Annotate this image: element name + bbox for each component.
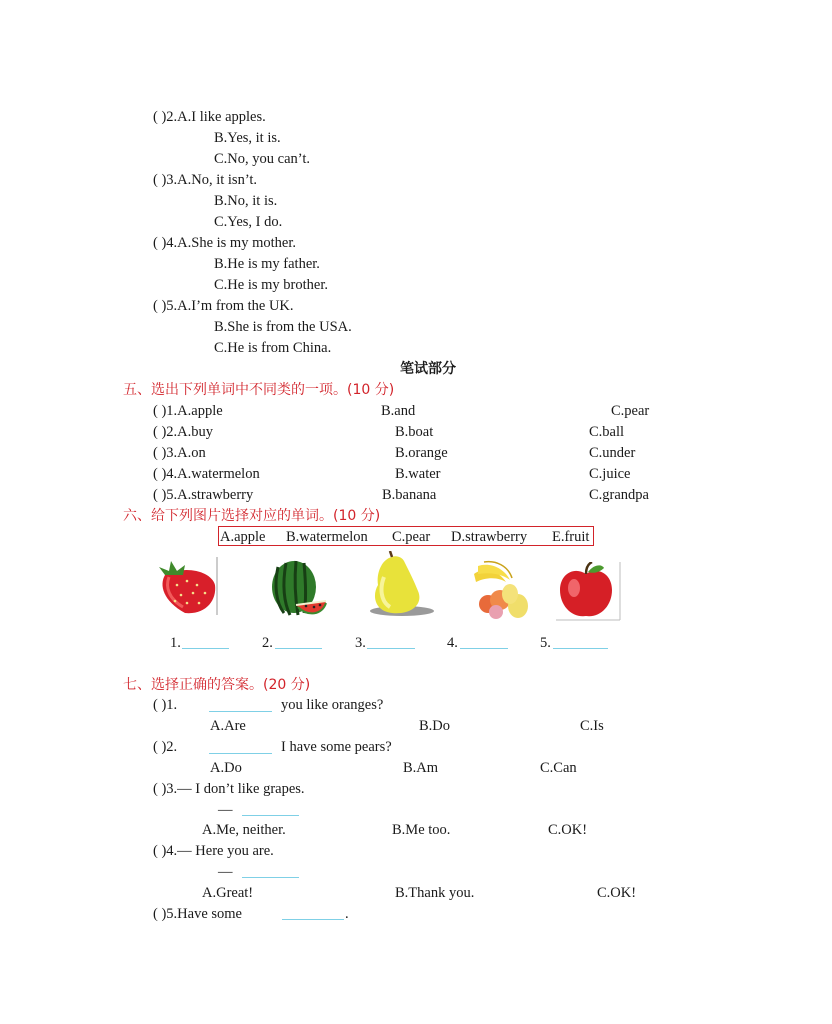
s7-q5-stem: ( )5.Have some xyxy=(153,906,242,922)
s7-q4-option-a: A.Great! xyxy=(202,885,254,901)
q2-stem: ( )2.A.I like apples. xyxy=(153,109,266,125)
s5-row5-a: ( )5.A.strawberry xyxy=(153,487,254,503)
s7-q1-option-b: B.Do xyxy=(419,718,451,734)
q2-option-b: B.Yes, it is. xyxy=(214,130,281,146)
s7-q2-option-b: B.Am xyxy=(403,760,439,776)
s7-q3-dash: — xyxy=(218,802,233,818)
pear-icon xyxy=(362,551,438,619)
q3-stem: ( )3.A.No, it isn’t. xyxy=(153,172,258,188)
s7-q4-dash: — xyxy=(218,864,233,880)
written-part-title: 笔试部分 xyxy=(400,361,456,377)
s7-q3-stem: ( )3.— I don’t like grapes. xyxy=(153,781,305,797)
s7-q3-option-b: B.Me too. xyxy=(392,822,451,838)
q4-option-c: C.He is my brother. xyxy=(214,277,328,293)
s7-q1-option-c: C.Is xyxy=(580,718,604,734)
pic-blank-3[interactable] xyxy=(367,648,415,649)
s5-row5-c: C.grandpa xyxy=(589,487,649,503)
watermelon-icon xyxy=(266,555,328,619)
section5-heading: 五、选出下列单词中不同类的一项。(10 分) xyxy=(123,382,395,398)
s7-q3-option-c: C.OK! xyxy=(548,822,588,838)
q3-option-b: B.No, it is. xyxy=(214,193,278,209)
s5-row3-a: ( )3.A.on xyxy=(153,445,206,461)
s7-q4-stem: ( )4.— Here you are. xyxy=(153,843,274,859)
s5-row2-b: B.boat xyxy=(395,424,434,440)
q5-option-b: B.She is from the USA. xyxy=(214,319,352,335)
s5-row1-b: B.and xyxy=(381,403,416,419)
pic-blank-label-3: 3. xyxy=(355,635,366,651)
s7-q1-blank[interactable] xyxy=(209,711,272,712)
s5-row3-b: B.orange xyxy=(395,445,448,461)
s7-q4-option-c: C.OK! xyxy=(597,885,637,901)
s5-row5-b: B.banana xyxy=(382,487,437,503)
s7-q2-option-a: A.Do xyxy=(210,760,242,776)
s7-q2-tail: I have some pears? xyxy=(281,739,392,755)
word-option-e: E.fruit xyxy=(552,529,590,545)
s5-row4-c: C.juice xyxy=(589,466,631,482)
word-option-a: A.apple xyxy=(220,529,266,545)
word-option-b: B.watermelon xyxy=(286,529,368,545)
s7-q5-blank[interactable] xyxy=(282,919,344,920)
s5-row3-c: C.under xyxy=(589,445,636,461)
pic-blank-5[interactable] xyxy=(553,648,608,649)
pic-blank-label-5: 5. xyxy=(540,635,551,651)
fruit-icon xyxy=(470,560,536,622)
s5-row1-a: ( )1.A.apple xyxy=(153,403,223,419)
s7-q2-option-c: C.Can xyxy=(540,760,577,776)
s5-row4-b: B.water xyxy=(395,466,441,482)
s7-q4-option-b: B.Thank you. xyxy=(395,885,475,901)
pic-blank-label-4: 4. xyxy=(447,635,458,651)
word-option-c: C.pear xyxy=(392,529,431,545)
section7-heading: 七、选择正确的答案。(20 分) xyxy=(123,677,311,693)
q4-stem: ( )4.A.She is my mother. xyxy=(153,235,296,251)
q3-option-c: C.Yes, I do. xyxy=(214,214,283,230)
s5-row1-c: C.pear xyxy=(611,403,650,419)
pic-blank-label-2: 2. xyxy=(262,635,273,651)
s7-q2-stem: ( )2. xyxy=(153,739,178,755)
pic-blank-4[interactable] xyxy=(460,648,508,649)
s7-q1-stem: ( )1. xyxy=(153,697,178,713)
section6-heading: 六、给下列图片选择对应的单词。(10 分) xyxy=(123,508,381,524)
pic-blank-2[interactable] xyxy=(275,648,322,649)
s7-q1-tail: you like oranges? xyxy=(281,697,384,713)
pic-blank-label-1: 1. xyxy=(170,635,181,651)
s7-q4-blank[interactable] xyxy=(242,877,299,878)
strawberry-icon xyxy=(155,557,221,617)
s7-q2-blank[interactable] xyxy=(209,753,272,754)
q5-stem: ( )5.A.I’m from the UK. xyxy=(153,298,294,314)
word-option-d: D.strawberry xyxy=(451,529,528,545)
s7-q3-option-a: A.Me, neither. xyxy=(202,822,286,838)
s7-q1-option-a: A.Are xyxy=(210,718,246,734)
q4-option-b: B.He is my father. xyxy=(214,256,320,272)
s5-row4-a: ( )4.A.watermelon xyxy=(153,466,260,482)
apple-icon xyxy=(556,562,622,622)
q2-option-c: C.No, you can’t. xyxy=(214,151,310,167)
s5-row2-c: C.ball xyxy=(589,424,625,440)
q5-option-c: C.He is from China. xyxy=(214,340,332,356)
pic-blank-1[interactable] xyxy=(182,648,229,649)
s7-q5-tail: . xyxy=(345,906,349,922)
s7-q3-blank[interactable] xyxy=(242,815,299,816)
s5-row2-a: ( )2.A.buy xyxy=(153,424,214,440)
